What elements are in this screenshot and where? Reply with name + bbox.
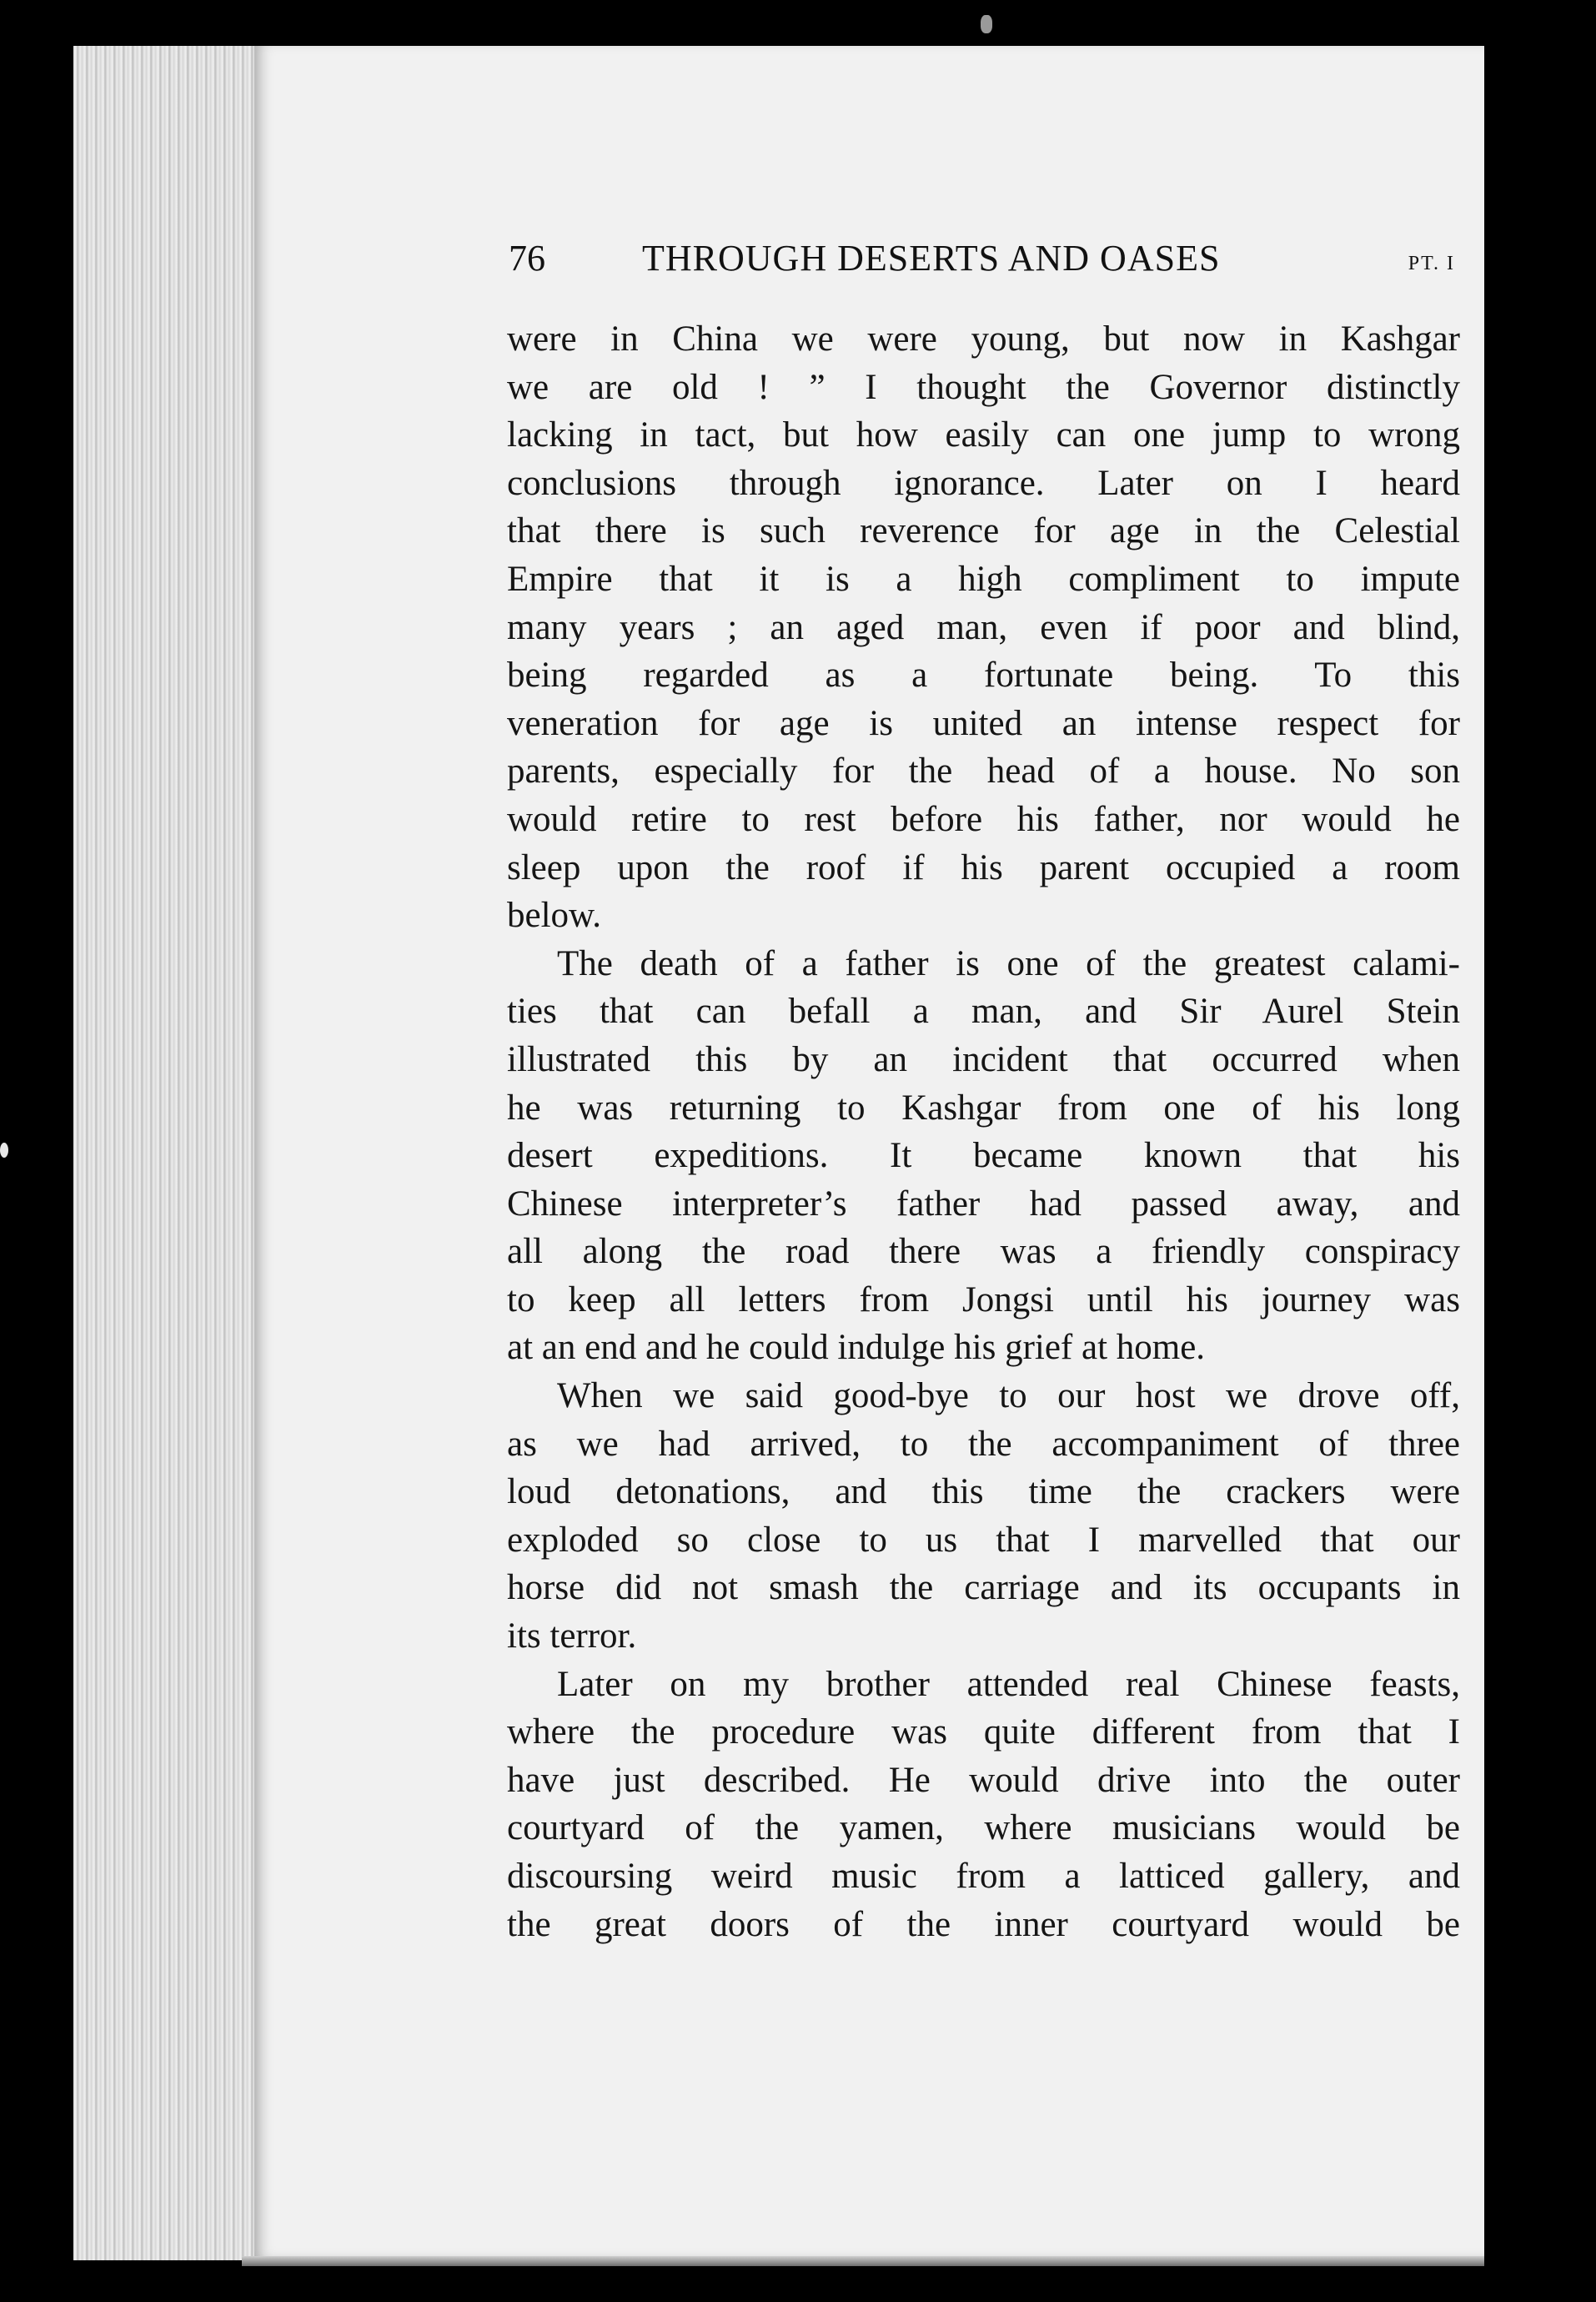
text-line: discoursing weird music from a latticed gallery, and: [507, 1857, 1460, 1896]
text-line: parents, especially for the head of a house. No son: [507, 751, 1460, 792]
text-line: as we had arrived, to the accompaniment of three: [507, 1424, 1460, 1464]
text-line: horse did not smash the carriage and its occupants in: [507, 1568, 1460, 1608]
text-line: loud detonations, and this time the crackers were: [507, 1472, 1460, 1512]
text-line: being regarded as a fortunate being. To this: [507, 656, 1460, 696]
running-title: THROUGH DESERTS AND OASES: [642, 238, 1221, 279]
text-line: were in China we were young, but now in Kashgar: [507, 319, 1460, 359]
running-header: [509, 229, 1455, 288]
page-bottom-edge: [242, 2256, 1484, 2266]
text-line: conclusions through ignorance. Later on I heard: [507, 463, 1460, 503]
text-line: all along the road there was a friendly conspiracy: [507, 1232, 1460, 1272]
text-line: veneration for age is united an intense respect for: [507, 703, 1460, 743]
part-marker: PT. I: [1408, 253, 1455, 274]
text-line: Later on my brother attended real Chinese feasts,: [557, 1664, 1460, 1704]
text-line: at an end and he could indulge his grief at home.: [507, 1328, 1206, 1368]
text-line: desert expeditions. It became known that his: [507, 1136, 1460, 1176]
text-line: exploded so close to us that I marvelled that our: [507, 1520, 1460, 1560]
scan-speck: [981, 15, 992, 33]
text-line: we are old ! ” I thought the Governor distinctly: [507, 367, 1460, 407]
text-line: its terror.: [507, 1616, 637, 1656]
text-line: the great doors of the inner courtyard would be: [507, 1904, 1460, 1944]
text-line: sleep upon the roof if his parent occupied a room: [507, 847, 1460, 887]
text-line: The death of a father is one of the greatest calami-: [557, 943, 1460, 983]
scan-edge-mark: [0, 1143, 8, 1158]
text-line: many years ; an aged man, even if poor and blind,: [507, 607, 1460, 647]
text-line: courtyard of the yamen, where musicians would be: [507, 1808, 1460, 1848]
text-line: illustrated this by an incident that occurred when: [507, 1039, 1460, 1079]
text-line: that there is such reverence for age in the Celestial: [507, 511, 1460, 551]
text-line: to keep all letters from Jongsi until his journey was: [507, 1279, 1460, 1319]
text-line: have just described. He would drive into the outer: [507, 1760, 1460, 1800]
text-line: he was returning to Kashgar from one of his long: [507, 1088, 1460, 1128]
text-line: lacking in tact, but how easily can one jump to wrong: [507, 415, 1460, 455]
text-line: where the procedure was quite different from that I: [507, 1712, 1460, 1752]
text-line: Chinese interpreter’s father had passed away, and: [507, 1184, 1460, 1224]
text-line: Empire that it is a high compliment to impute: [507, 559, 1460, 599]
text-line: below.: [507, 896, 602, 936]
text-line: When we said good-bye to our host we drove off,: [557, 1376, 1460, 1416]
text-line: ties that can befall a man, and Sir Aurel Stein: [507, 992, 1460, 1032]
page-number: 76: [509, 238, 545, 279]
text-line: would retire to rest before his father, nor would he: [507, 799, 1460, 839]
body-text: [507, 315, 1460, 1948]
